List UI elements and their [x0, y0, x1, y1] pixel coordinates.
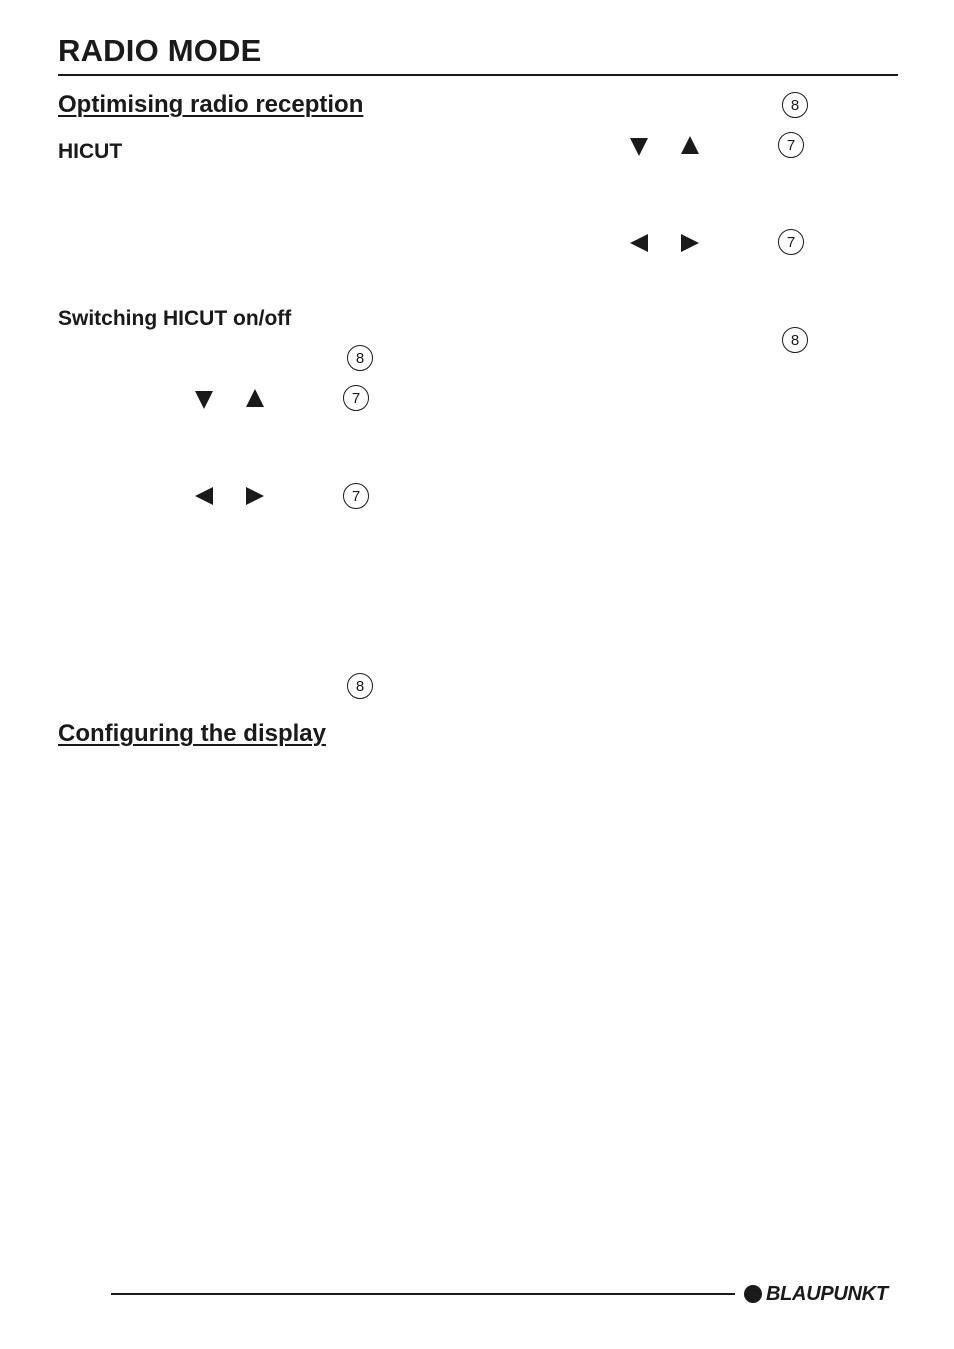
- brand-logo: [744, 1282, 888, 1306]
- button-7-badge: 7: [343, 385, 369, 411]
- triangle-right-icon: [679, 232, 701, 254]
- brand-name: BLAUPUNKT: [766, 1283, 888, 1305]
- triangle-up-icon: [679, 135, 701, 157]
- button-7-badge: 7: [778, 132, 804, 158]
- heading-switching-hicut: Switching HICUT on/off: [58, 307, 292, 330]
- button-8-badge: 8: [347, 673, 373, 699]
- triangle-up-icon: [244, 388, 266, 410]
- title-divider: [58, 74, 898, 76]
- page-title: RADIO MODE: [58, 33, 262, 68]
- heading-hicut: HICUT: [58, 140, 123, 163]
- button-8-badge: 8: [782, 327, 808, 353]
- button-7-badge: 7: [343, 483, 369, 509]
- triangle-down-icon: [193, 388, 215, 410]
- footer-divider: [111, 1293, 735, 1295]
- logo-dot-icon: [744, 1285, 762, 1303]
- triangle-left-icon: [628, 232, 650, 254]
- triangle-left-icon: [193, 485, 215, 507]
- button-8-badge: 8: [347, 345, 373, 371]
- heading-configuring-display: Configuring the display: [58, 720, 326, 747]
- triangle-down-icon: [628, 135, 650, 157]
- button-7-badge: 7: [778, 229, 804, 255]
- heading-optimising-radio-reception: Optimising radio reception: [58, 91, 364, 118]
- triangle-right-icon: [244, 485, 266, 507]
- button-8-badge: 8: [782, 92, 808, 118]
